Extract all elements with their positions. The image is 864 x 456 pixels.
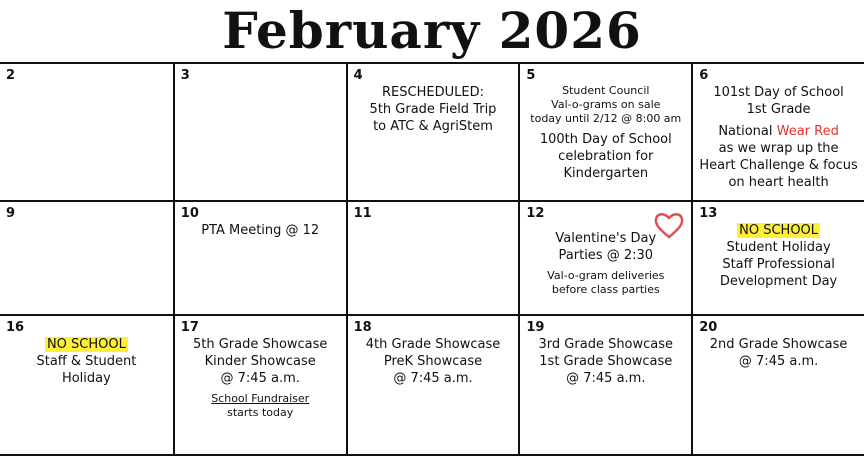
event-text: Holiday [61,371,111,386]
day-cell-19 [518,316,691,454]
event-text: PTA Meeting @ 12 [201,223,320,238]
event-text-part: National [718,124,777,139]
event-text: Heart Challenge & focus [699,158,858,173]
day-number: 18 [353,320,372,335]
no-school-badge: NO SCHOOL [46,337,126,352]
event-text: School Fundraiser [211,392,310,405]
day-cell-2 [0,64,173,200]
day-number: 6 [699,68,709,83]
day-number: 19 [526,320,545,335]
event-text: PreK Showcase [383,354,483,369]
day-number: 9 [6,206,16,221]
no-school-badge: NO SCHOOL [739,223,819,238]
day-cell-11 [346,202,519,314]
event-text: Kindergarten [563,166,649,181]
event-text: to ATC & AgriStem [373,119,493,134]
day-cell-5 [518,64,691,200]
day-cell-12 [518,202,691,314]
wear-red-text: Wear Red [776,124,839,139]
event-text: Development Day [719,274,838,289]
event-text: 5th Grade Field Trip [369,102,497,117]
day-number: 16 [6,320,25,335]
day-cell-17 [173,316,346,454]
event-text: Val-o-grams on sale [551,98,661,111]
badge-wrap [6,336,167,353]
event-text: 3rd Grade Showcase [538,337,674,352]
day-cell-6 [691,64,864,200]
event-text: 100th Day of School [539,132,672,147]
week-row [0,202,864,316]
week-row [0,316,864,456]
heart-icon [653,210,685,240]
day-number: 13 [699,206,718,221]
day-cell-10 [173,202,346,314]
day-number: 11 [353,206,372,221]
event-text: @ 7:45 a.m. [738,354,819,369]
event-text: as we wrap up the [718,141,839,156]
event-text: Student Holiday [726,240,831,255]
event-text: @ 7:45 a.m. [220,371,300,386]
day-number: 2 [6,68,16,83]
event-text [699,123,858,140]
badge-wrap [699,222,858,239]
day-cell-18 [346,316,519,454]
day-number: 5 [526,68,536,83]
day-cell-16 [0,316,173,454]
event-text: 1st Grade [746,102,811,117]
week-row [0,64,864,202]
event-text: before class parties [551,283,660,296]
event-text: 2nd Grade Showcase [709,337,848,352]
page-title: February 2026 [222,1,642,60]
day-number: 3 [180,68,190,83]
event-text: 4th Grade Showcase [365,337,501,352]
event-text: 1st Grade Showcase [539,354,673,369]
day-cell-3 [173,64,346,200]
day-cell-13 [691,202,864,314]
event-text: Staff & Student [36,354,137,369]
day-number: 12 [526,206,545,221]
day-cell-9 [0,202,173,314]
calendar-grid [0,62,864,456]
event-text: Valentine's Day [555,231,657,246]
day-number: 4 [353,68,363,83]
event-text: on heart health [728,175,829,190]
day-cell-20 [691,316,864,454]
day-number: 20 [699,320,718,335]
event-text: celebration for [558,149,654,164]
day-cell-4 [346,64,519,200]
day-number: 17 [180,320,199,335]
event-text: Student Council [562,84,650,97]
event-text: 5th Grade Showcase [192,337,328,352]
event-text: 101st Day of School [713,85,844,100]
event-text: @ 7:45 a.m. [566,371,646,386]
event-text: RESCHEDULED: [382,85,484,100]
event-text: starts today [227,406,294,419]
day-number: 10 [180,206,199,221]
event-text: today until 2/12 @ 8:00 am [530,112,682,125]
event-text: Kinder Showcase [204,354,316,369]
event-text: @ 7:45 a.m. [393,371,473,386]
event-text: Staff Professional [722,257,835,272]
event-text: Val-o-gram deliveries [547,269,665,282]
event-text: Parties @ 2:30 [558,248,654,263]
